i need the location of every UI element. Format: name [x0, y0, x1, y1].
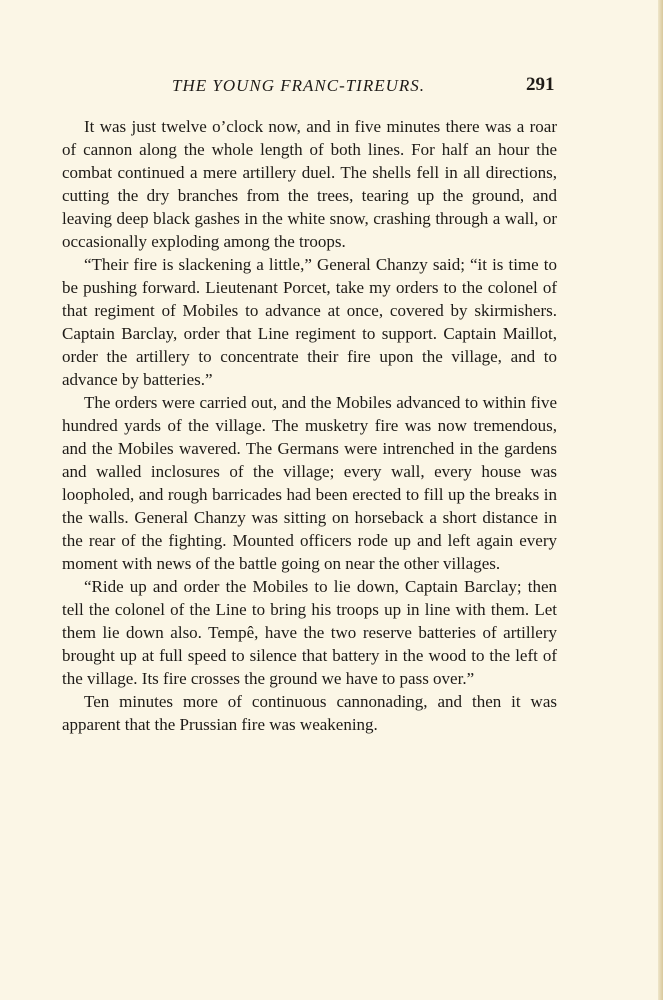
- running-head: [0, 72, 663, 102]
- paragraph: “Ride up and order the Mobiles to lie down, Captain Barclay; then tell the colonel of the Line to bring his troops up in line with them. Let them lie down also. Tempê, have the two reserve batteries of artillery brought up at full speed to silence that battery in the wood to the left of the village. Its fire crosses the ground we have to pass over.”: [62, 577, 557, 688]
- running-title: THE YOUNG FRANC-TIREURS.: [172, 76, 426, 95]
- paragraph: The orders were carried out, and the Mobiles advanced to within five hundred yards of the village. The musketry fire was now tremendous, and the Mobiles wavered. The Germans were intrenched in the gardens and walled inclosures of the village; every wall, every house was loopholed, and rough barricades had been erected to fill up the breaks in the walls. General Chanzy was sitting on horseback a short distance in the rear of the fighting. Mounted officers rode up and left again every moment with news of the battle going on near the other villages.: [62, 393, 557, 573]
- page-edge: [658, 0, 663, 1000]
- paragraph: “Their fire is slackening a little,” General Chanzy said; “it is time to be pushing forward. Lieutenant Porcet, take my orders to the colonel of that regiment of Mobiles to advance at once, covered by skirmishers. Captain Barclay, order that Line regiment to support. Captain Maillot, order the artillery to concentrate their fire upon the village, and to advance by batteries.”: [62, 255, 557, 389]
- paragraph: Ten minutes more of continuous cannonading, and then it was apparent that the Prussian fire was weakening.: [62, 692, 557, 734]
- body-text: [62, 115, 557, 736]
- paragraph: It was just twelve o’clock now, and in five minutes there was a roar of cannon along the whole length of both lines. For half an hour the combat continued a mere artillery duel. The shells fell in all directions, cutting the dry branches from the trees, tearing up the ground, and leaving deep black gashes in the white snow, crashing through a wall, or occasionally exploding among the troops.: [62, 117, 557, 251]
- page-number: 291: [526, 74, 555, 95]
